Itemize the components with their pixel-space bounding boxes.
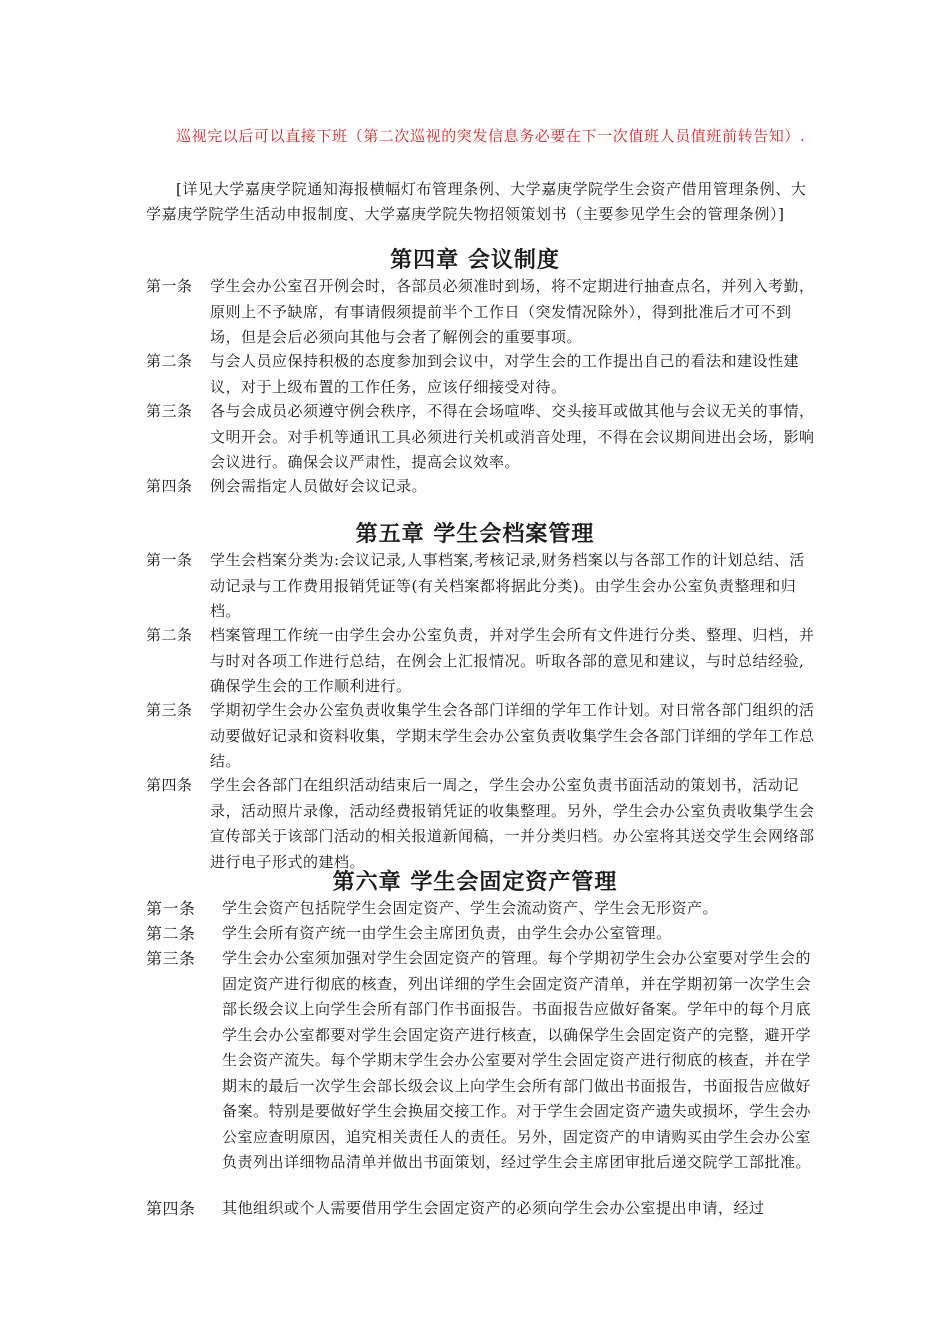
article-number: 第三条	[146, 949, 196, 968]
article-text: 例会需指定人员做好会议记录。	[210, 477, 428, 495]
article-number: 第三条	[146, 701, 193, 719]
article-number: 第一条	[146, 551, 193, 569]
article-text: 档案管理工作统一由学生会办公室负责，并对学生会所有文件进行分类、整理、归档，并与时对各项工作进行总结，在例会上汇报情况。听取各部的意见和建议，与时总结经验,确保学生会的工作顺利进行。	[210, 626, 815, 695]
ch5-article-4	[146, 773, 816, 875]
ch5-article-2	[146, 623, 816, 700]
article-number: 第三条	[146, 402, 193, 420]
ch6-article-3	[146, 946, 816, 1176]
article-number: 第二条	[146, 924, 196, 943]
ch4-article-4	[146, 474, 816, 500]
chapter4-title: 第四章 会议制度	[390, 248, 560, 273]
article-text: 其他组织或个人需要借用学生会固定资产的必须向学生会办公室提出申请，经过	[222, 1199, 765, 1217]
article-number: 第二条	[146, 626, 193, 644]
article-text: 学期初学生会办公室负责收集学生会各部门详细的学年工作计划。对日常各部门组织的活动要做好记录和资料收集，学期末学生会办公室负责收集学生会各部门详细的学年工作总结。	[210, 701, 815, 770]
article-text: 学生会档案分类为:会议记录,人事档案,考核记录,财务档案以与各部工作的计划总结、活动记录与工作费用报销凭证等(有关档案都将据此分类)。由学生会办公室负责整理和归档。	[210, 551, 805, 620]
ch6-article-2	[146, 921, 816, 947]
chapter6-title: 第六章 学生会固定资产管理	[332, 870, 618, 895]
article-text: 学生会办公室须加强对学生会固定资产的管理。每个学期初学生会办公室要对学生会的固定资产进行彻底的核查，列出详细的学生会固定资产清单，并在学期初第一次学生会部长级会议上向学生会所有部门作书面报告。书面报告应做好备案。学年中的每个月底学生会办公室都要对学生会固定资产进行核查，以确保学生会固定资产的完整，避开学生会资产流失。每个学期末学生会办公室要对学生会固定资产进行彻底的核查，并在学期末的最后一次学生会部长级会议上向学生会所有部门做出书面报告，书面报告应做好备案。特别是要做好学生会换届交接工作。对于学生会固定资产遗失或损坏，学生会办公室应查明原因，追究相关责任人的责任。另外，固定资产的申请购买由学生会办公室负责列出详细物品清单并做出书面策划，经过学生会主席团审批后递交院学工部批准。	[222, 949, 812, 1171]
intro-reference-paragraph: [详见大学嘉庚学院通知海报横幅灯布管理条例、大学嘉庚学院学生会资产借用管理条例、大学嘉庚学院学生活动申报制度、大学嘉庚学院失物招领策划书（主要参见学生会的管理条例）]	[146, 180, 807, 223]
article-text: 学生会办公室召开例会时，各部员必须准时到场，将不定期进行抽查点名，并列入考勤，原则上不予缺席，有事请假须提前半个工作日（突发情况除外），得到批准后才可不到场，但是会后必须向其他与会者了解例会的重要事项。	[210, 277, 815, 346]
article-text: 学生会所有资产统一由学生会主席团负责，由学生会办公室管理。	[222, 924, 672, 942]
article-number: 第一条	[146, 277, 193, 295]
ch4-article-3	[146, 399, 816, 476]
ch4-article-2	[146, 349, 816, 400]
intro-red-paragraph: 巡视完以后可以直接下班（第二次巡视的突发信息务必要在下一次值班人员值班前转告知）.	[176, 127, 806, 145]
article-text: 各与会成员必须遵守例会秩序，不得在会场喧哗、交头接耳或做其他与会议无关的事情，文明开会。对手机等通讯工具必须进行关机或消音处理，不得在会议期间进出会场，影响会议进行。确保会议严肃性，提高会议效率。	[210, 402, 815, 471]
article-text: 学生会资产包括院学生会固定资产、学生会流动资产、学生会无形资产。	[222, 899, 719, 917]
ch6-article-4	[146, 1196, 816, 1222]
article-text: 学生会各部门在组织活动结束后一周之，学生会办公室负责书面活动的策划书，活动记录，活动照片录像，活动经费报销凭证的收集整理。另外，学生会办公室负责收集学生会宣传部关于该部门活动的相关报道新闻稿，一并分类归档。办公室将其送交学生会网络部进行电子形式的建档。	[210, 776, 815, 871]
article-number: 第一条	[146, 899, 196, 918]
ch4-article-1	[146, 274, 816, 351]
article-number: 第四条	[146, 776, 193, 794]
ch5-article-1	[146, 548, 816, 625]
article-number: 第二条	[146, 352, 193, 370]
ch5-article-3	[146, 698, 816, 775]
article-number: 第四条	[146, 1199, 196, 1218]
chapter5-title: 第五章 学生会档案管理	[355, 522, 595, 547]
article-text: 与会人员应保持积极的态度参加到会议中，对学生会的工作提出自己的看法和建设性建议，对于上级布置的工作任务，应该仔细接受对待。	[210, 352, 800, 396]
ch6-article-1	[146, 896, 816, 922]
article-number: 第四条	[146, 477, 193, 495]
